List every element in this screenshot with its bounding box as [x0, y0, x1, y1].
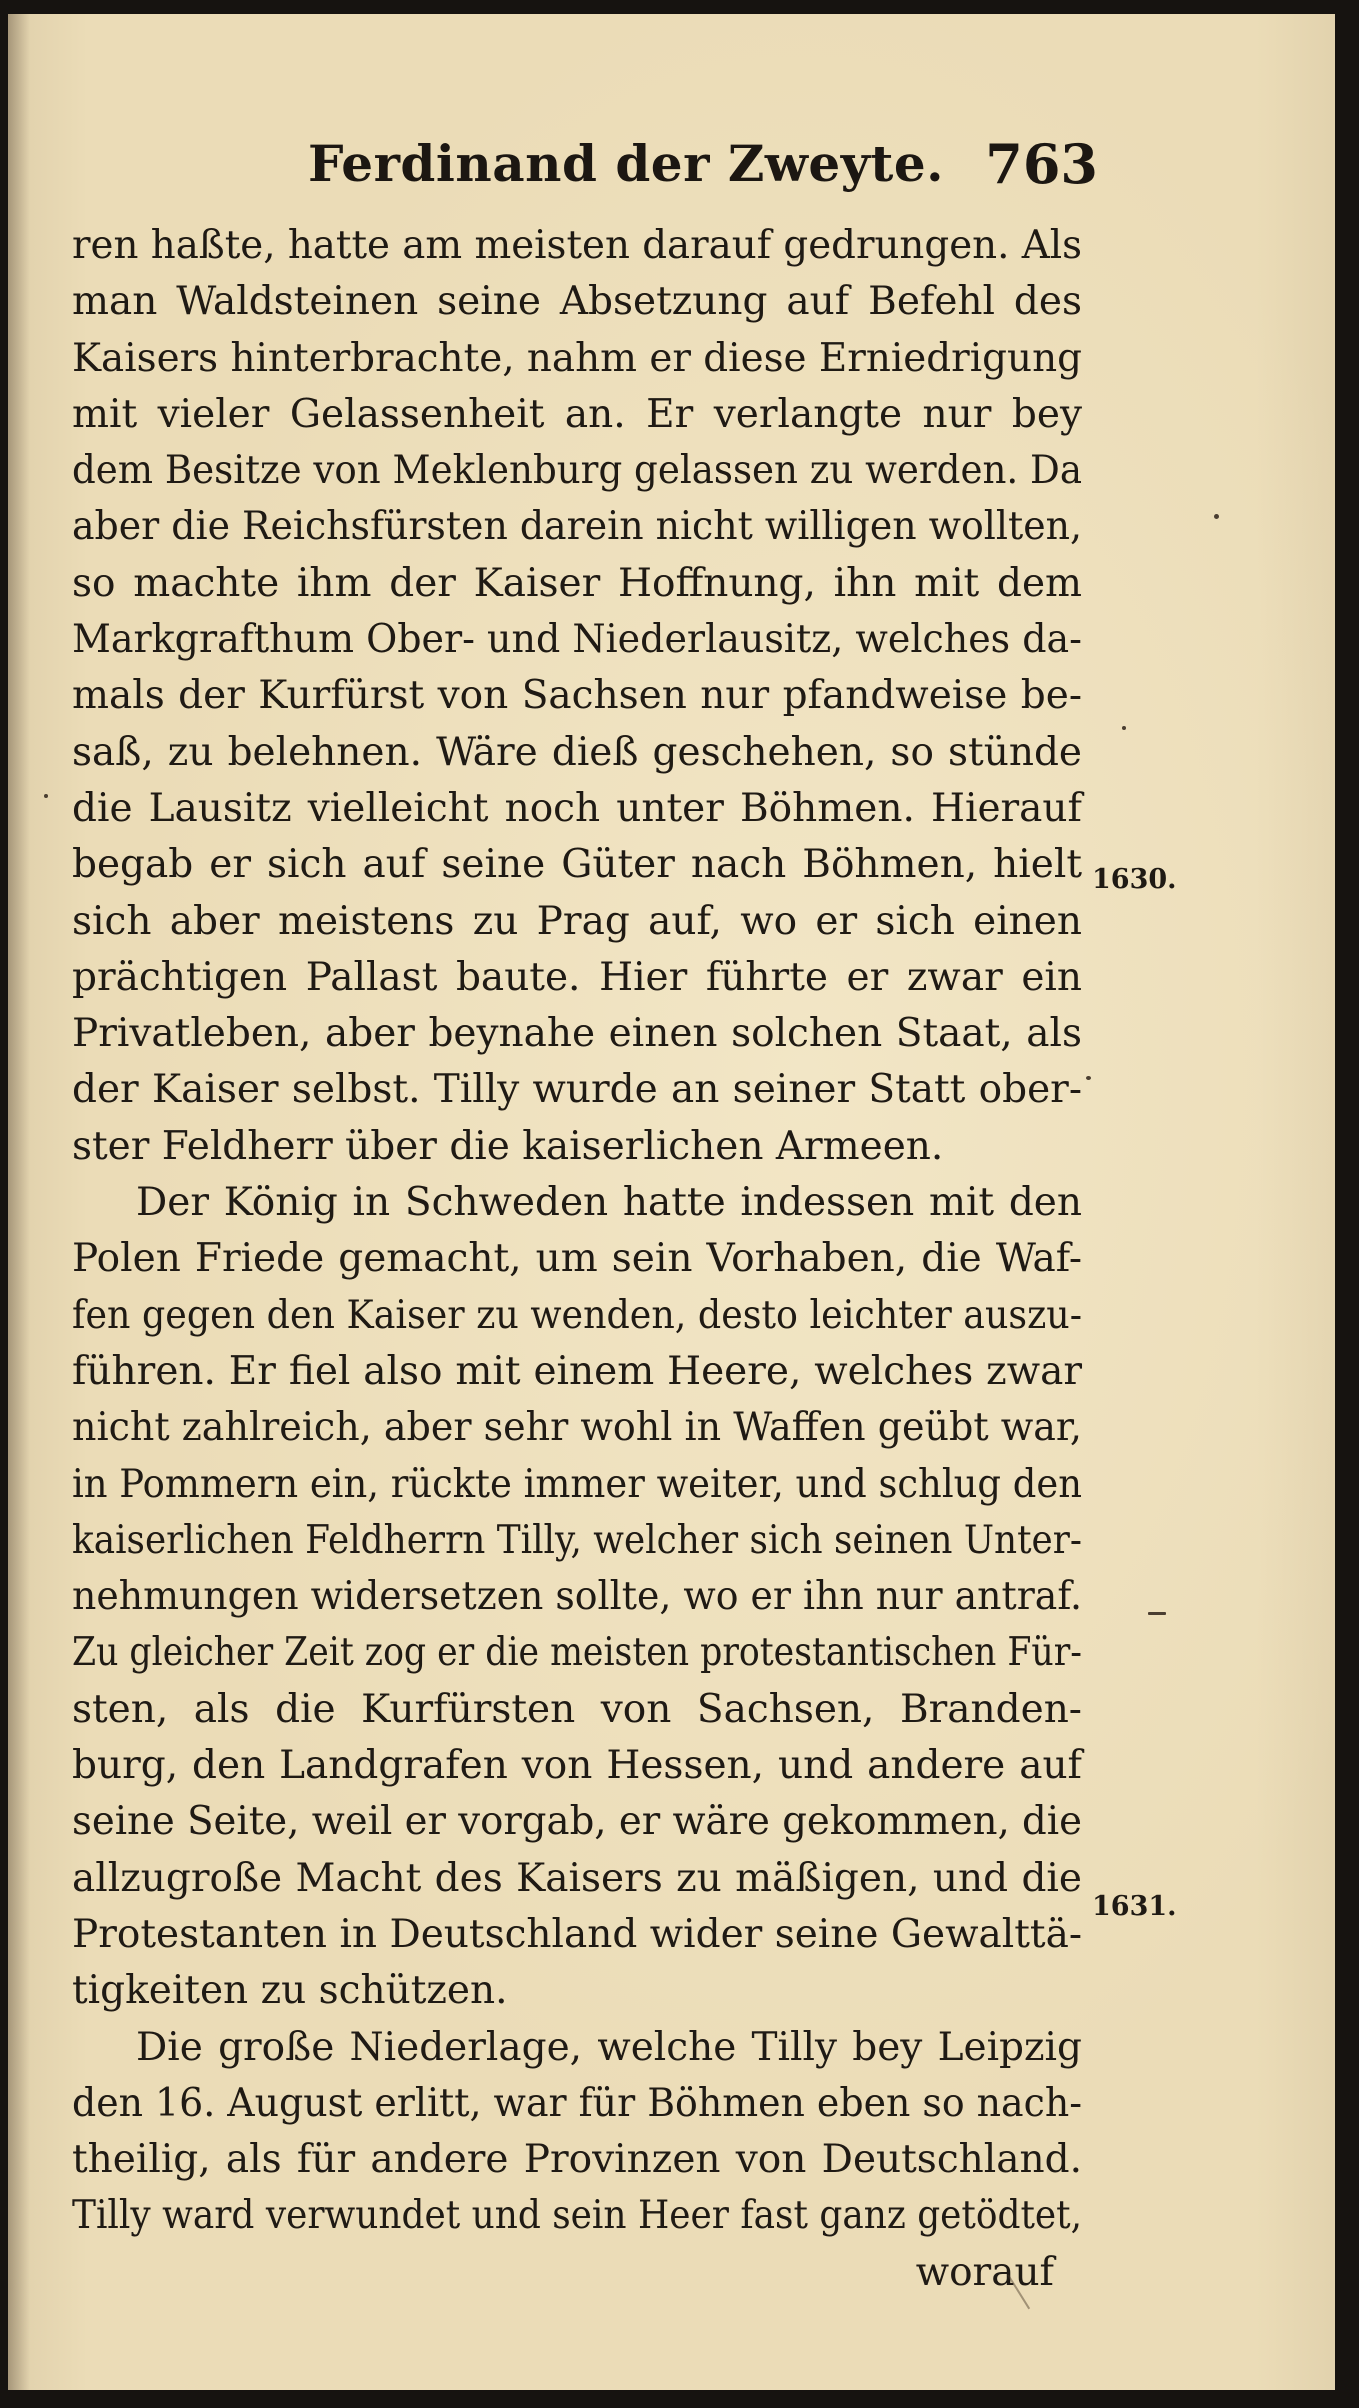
ink-speck	[1148, 1612, 1166, 1615]
text-line: tigkeiten zu schützen.	[72, 1968, 508, 2014]
text-line: ster Feldherr über die kaiserlichen Armeen.	[72, 1123, 944, 1169]
text-line: saß, zu belehnen. Wäre dieß geschehen, so stünde	[72, 729, 1082, 775]
margin-note-year: 1630.	[1092, 864, 1177, 895]
text-line: sten, als die Kurfürsten von Sachsen, Branden-	[72, 1686, 1082, 1732]
text-line: Polen Friede gemacht, um sein Vorhaben, die Waf-	[72, 1236, 1082, 1282]
text-line: prächtigen Pallast baute. Hier führte er zwar ein	[72, 954, 1082, 1000]
text-line: die Lausitz vielleicht noch unter Böhmen. Hierauf	[72, 785, 1082, 831]
text-line: ren haßte, hatte am meisten darauf gedrungen. Als	[72, 223, 1082, 268]
ink-speck	[1086, 1076, 1091, 1080]
text-line: Kaisers hinterbrachte, nahm er diese Erniedrigung	[72, 335, 1082, 381]
text-line: theilig, als für andere Provinzen von Deutschland.	[72, 2137, 1082, 2183]
text-line: aber die Reichsfürsten darein nicht willigen wollten,	[72, 504, 1082, 550]
text-line: seine Seite, weil er vorgab, er wäre gekommen, die	[72, 1799, 1082, 1845]
text-line: Tilly ward verwundet und sein Heer fast ganz getödtet,	[72, 2193, 1082, 2239]
binding-shadow	[8, 14, 30, 2390]
body-text	[72, 218, 1082, 2301]
text-line: nicht zahlreich, aber sehr wohl in Waffen geübt war,	[72, 1405, 1082, 1451]
text-line: Privatleben, aber beynahe einen solchen Staat, als	[72, 1011, 1082, 1057]
text-line: Markgrafthum Ober- und Niederlausitz, welches da-	[72, 617, 1082, 663]
text-line: dem Besitze von Meklenburg gelassen zu werden. Da	[72, 448, 1082, 494]
text-line: begab er sich auf seine Güter nach Böhmen, hielt	[72, 842, 1082, 888]
paragraph-start-line: Der König in Schweden hatte indessen mit den	[136, 1180, 1082, 1226]
text-line: den 16. August erlitt, war für Böhmen eben so nach-	[72, 2080, 1082, 2126]
running-title: Ferdinand der Zweyte.	[308, 134, 945, 193]
text-line: führen. Er fiel also mit einem Heere, welches zwar	[72, 1348, 1082, 1394]
paragraph-start-line: Die große Niederlage, welche Tilly bey Leipzig	[136, 2024, 1082, 2070]
page-header	[308, 126, 1098, 206]
text-line: in Pommern ein, rückte immer weiter, und schlug den	[72, 1461, 1082, 1507]
text-line: mit vieler Gelassenheit an. Er verlangte nur bey	[72, 391, 1082, 437]
ink-speck	[1214, 514, 1219, 519]
text-line: sich aber meistens zu Prag auf, wo er sich einen	[72, 898, 1082, 944]
text-line: Protestanten in Deutschland wider seine Gewalttä-	[72, 1911, 1082, 1957]
text-line: kaiserlichen Feldherrn Tilly, welcher sich seinen Unter-	[72, 1517, 1082, 1563]
margin-note-year: 1631.	[1092, 1891, 1177, 1922]
text-line: nehmungen widersetzen sollte, wo er ihn nur antraf.	[72, 1574, 1082, 1620]
page-number: 763	[985, 132, 1098, 196]
text-line: allzugroße Macht des Kaisers zu mäßigen, und die	[72, 1855, 1082, 1901]
text-line: man Waldsteinen seine Absetzung auf Befehl des	[72, 279, 1082, 325]
catchword: worauf	[915, 2249, 1054, 2295]
book-page	[8, 14, 1335, 2390]
text-line: fen gegen den Kaiser zu wenden, desto leichter auszu-	[72, 1292, 1082, 1338]
ink-speck	[1122, 726, 1126, 730]
text-line: mals der Kurfürst von Sachsen nur pfandweise be-	[72, 673, 1082, 719]
text-line: so machte ihm der Kaiser Hoffnung, ihn mit dem	[72, 560, 1082, 606]
text-line: Zu gleicher Zeit zog er die meisten protestantischen Für-	[72, 1630, 1082, 1676]
ink-speck	[44, 794, 48, 798]
text-line: burg, den Landgrafen von Hessen, und andere auf	[72, 1743, 1082, 1789]
text-line: der Kaiser selbst. Tilly wurde an seiner Statt ober-	[72, 1067, 1082, 1113]
